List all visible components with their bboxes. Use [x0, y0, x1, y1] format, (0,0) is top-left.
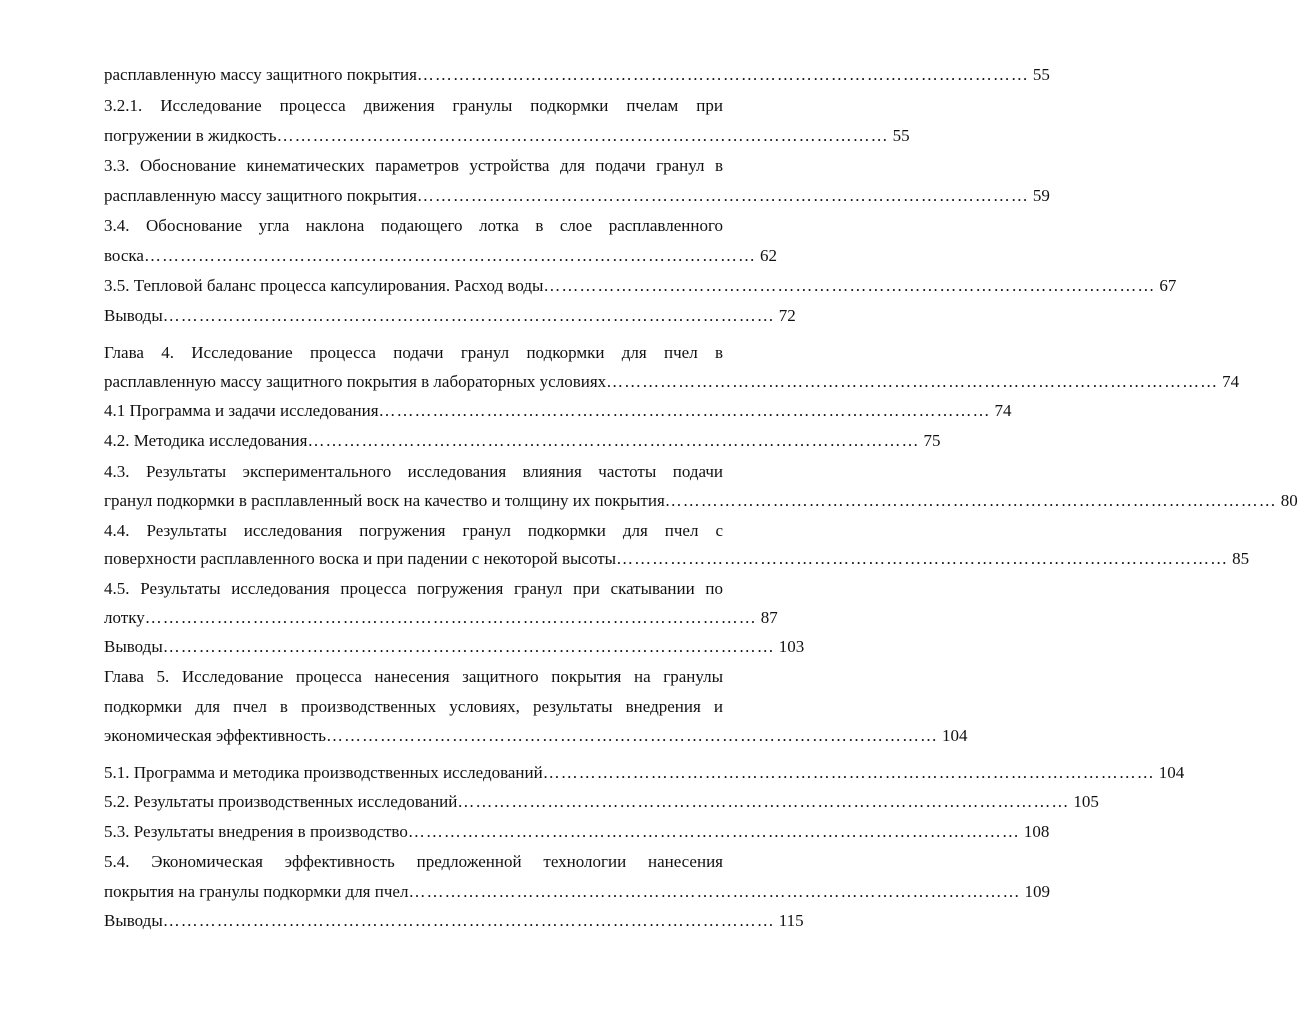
toc-line: 5.4. Экономическая эффективность предложенной технологии нанесения [104, 852, 723, 871]
dot-leader: ………………………………………………………………………………………… [457, 792, 1070, 811]
toc-line: экономическая эффективность ………………………………………………………………………………………… 104 [104, 726, 968, 745]
chapter-heading: Глава 5. Исследование процесса нанесения защитного покрытия на гранулы [104, 667, 723, 686]
toc-line: воска ………………………………………………………………………………………… 62 [104, 246, 777, 265]
toc-line: 4.3. Результаты экспериментального исследования влияния частоты подачи [104, 462, 723, 481]
page-number: 80 [1280, 491, 1298, 510]
dot-leader: ………………………………………………………………………………………… [378, 401, 991, 420]
toc-line: расплавленную массу защитного покрытия ………………………………………………………………………………………… 55 [104, 65, 1050, 84]
toc-line: Выводы ………………………………………………………………………………………… 72 [104, 306, 796, 325]
toc-line: 3.4. Обоснование угла наклона подающего лотка в слое расплавленного [104, 216, 723, 235]
page-number: 74 [1222, 372, 1240, 391]
page-number: 85 [1232, 549, 1250, 568]
page-number: 115 [778, 911, 804, 930]
dot-leader: ………………………………………………………………………………………… [144, 608, 757, 627]
page-number: 72 [778, 306, 796, 325]
chapter-heading: подкормки для пчел в производственных условиях, результаты внедрения и [104, 697, 723, 716]
toc-line: 3.3. Обоснование кинематических параметров устройства для подачи гранул в [104, 156, 723, 175]
toc-line: Выводы ………………………………………………………………………………………… 115 [104, 911, 804, 930]
dot-leader: ………………………………………………………………………………………… [606, 372, 1219, 391]
page-number: 109 [1024, 882, 1050, 901]
dot-leader: ………………………………………………………………………………………… [162, 637, 775, 656]
page-number: 75 [923, 431, 941, 450]
page-number: 87 [760, 608, 778, 627]
dot-leader: ………………………………………………………………………………………… [162, 911, 775, 930]
toc-line: 5.1. Программа и методика производственных исследований ………………………………………………………………………………………… 104 [104, 763, 1185, 782]
dot-leader: ………………………………………………………………………………………… [276, 126, 889, 145]
dot-leader: ………………………………………………………………………………………… [664, 491, 1277, 510]
page-number: 105 [1073, 792, 1099, 811]
toc-line: покрытия на гранулы подкормки для пчел ………………………………………………………………………………………… 109 [104, 882, 1050, 901]
page-number: 55 [1032, 65, 1050, 84]
page-number: 74 [994, 401, 1012, 420]
page-number: 55 [892, 126, 910, 145]
toc-line: 5.3. Результаты внедрения в производство ………………………………………………………………………………………… 108 [104, 822, 1050, 841]
dot-leader: ………………………………………………………………………………………… [143, 246, 756, 265]
dot-leader: ………………………………………………………………………………………… [542, 763, 1155, 782]
dot-leader: ………………………………………………………………………………………… [326, 726, 939, 745]
dot-leader: ………………………………………………………………………………………… [416, 186, 1029, 205]
toc-line: 4.5. Результаты исследования процесса погружения гранул при скатывании по [104, 579, 723, 598]
dot-leader: ………………………………………………………………………………………… [616, 549, 1229, 568]
toc-line: поверхности расплавленного воска и при падении с некоторой высоты ………………………………………………………………………………………… 85 [104, 549, 1250, 568]
page-number: 104 [942, 726, 968, 745]
dot-leader: ………………………………………………………………………………………… [162, 306, 775, 325]
toc-line: 4.2. Методика исследования ………………………………………………………………………………………… 75 [104, 431, 941, 450]
toc-line: расплавленную массу защитного покрытия ………………………………………………………………………………………… 59 [104, 186, 1050, 205]
toc-line: 3.2.1. Исследование процесса движения гранулы подкормки пчелам при [104, 96, 723, 115]
dot-leader: ………………………………………………………………………………………… [543, 276, 1156, 295]
toc-line: гранул подкормки в расплавленный воск на качество и толщину их покрытия ………………………………………………………………………………………… 80 [104, 491, 1298, 510]
page-number: 104 [1158, 763, 1185, 782]
toc-line: Выводы ………………………………………………………………………………………… 103 [104, 637, 805, 656]
toc-line: 4.4. Результаты исследования погружения гранул подкормки для пчел с [104, 521, 723, 540]
page-number: 103 [778, 637, 805, 656]
toc-line: 4.1 Программа и задачи исследования ………………………………………………………………………………………… 74 [104, 401, 1012, 420]
chapter-heading: Глава 4. Исследование процесса подачи гранул подкормки для пчел в [104, 343, 723, 362]
toc-line: 5.2. Результаты производственных исследований ………………………………………………………………………………………… 105 [104, 792, 1099, 811]
dot-leader: ………………………………………………………………………………………… [307, 431, 920, 450]
page-number: 108 [1023, 822, 1050, 841]
dot-leader: ………………………………………………………………………………………… [416, 65, 1029, 84]
toc-line: 3.5. Тепловой баланс процесса капсулирования. Расход воды ………………………………………………………………………………………… 67 [104, 276, 1177, 295]
dot-leader: ………………………………………………………………………………………… [408, 882, 1021, 901]
page-number: 67 [1159, 276, 1177, 295]
toc-line: расплавленную массу защитного покрытия в лабораторных условиях ………………………………………………………………………………………… 74 [104, 372, 1240, 391]
toc-line: погружении в жидкость ………………………………………………………………………………………… 55 [104, 126, 910, 145]
toc-line: лотку ………………………………………………………………………………………… 87 [104, 608, 778, 627]
page-number: 59 [1032, 186, 1050, 205]
dot-leader: ………………………………………………………………………………………… [407, 822, 1020, 841]
page-number: 62 [759, 246, 777, 265]
